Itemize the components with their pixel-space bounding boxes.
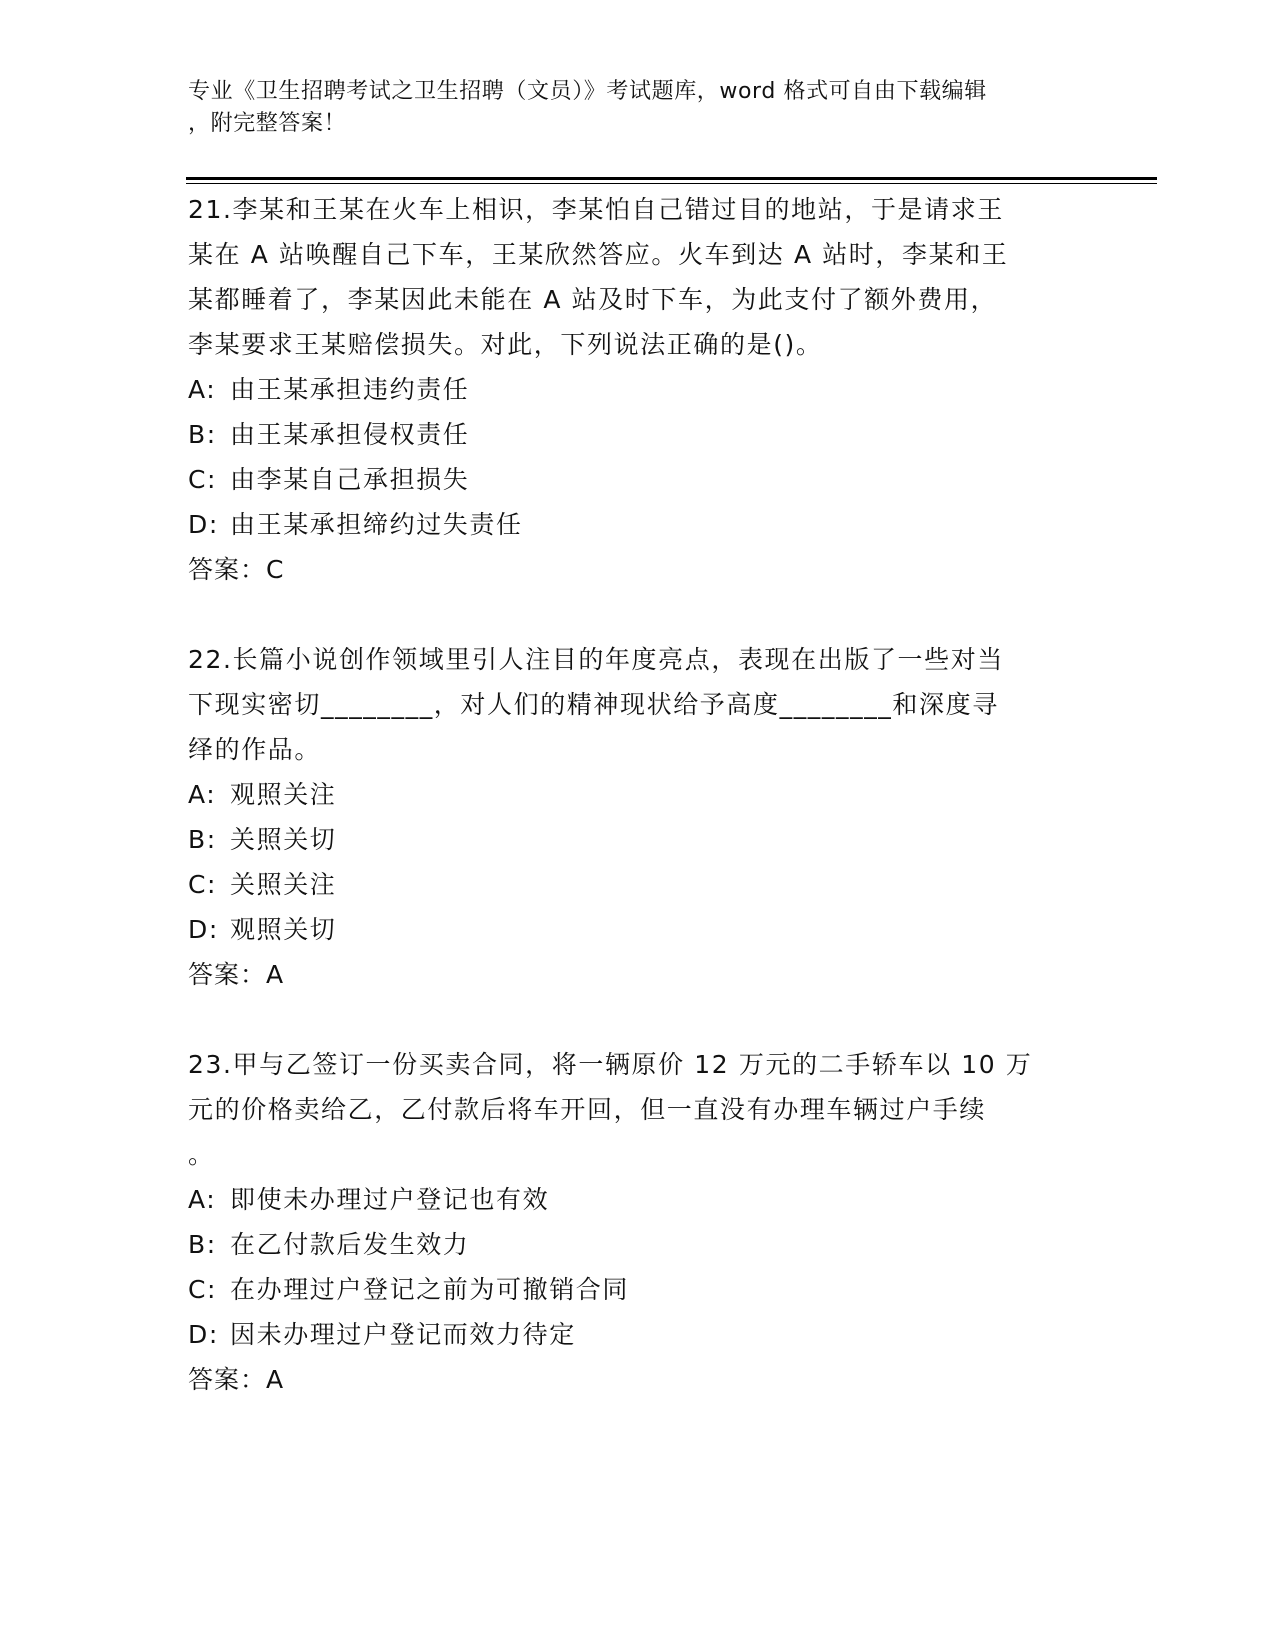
question-stem-line: 李某要求王某赔偿损失。对此，下列说法正确的是()。 [188,330,823,359]
question-stem-line: 23.甲与乙签订一份买卖合同，将一辆原价 12 万元的二手轿车以 10 万 [188,1050,1033,1079]
question-22 [188,637,1088,997]
option-c [188,457,1088,502]
option-text: 关照关注 [230,870,337,899]
option-text: 由王某承担违约责任 [230,375,470,404]
option-b [188,412,1088,457]
question-stem-line: 21.李某和王某在火车上相识，李某怕自己错过目的地站，于是请求王 [188,195,1004,224]
option-text: 在办理过户登记之前为可撤销合同 [230,1275,630,1304]
header-line-1: 专业《卫生招聘考试之卫生招聘（文员）》考试题库，word 格式可自由下载编辑 [188,79,987,104]
question-stem-line: 某在 A 站唤醒自己下车，王某欣然答应。火车到达 A 站时，李某和王 [188,240,1009,269]
question-23 [188,1042,1088,1402]
question-stem-line: 元的价格卖给乙，乙付款后将车开回，但一直没有办理车辆过户手续 [188,1095,987,1124]
option-text: 由王某承担缔约过失责任 [230,510,523,539]
option-c [188,862,1088,907]
option-c [188,1267,1088,1312]
option-text: 观照关切 [230,915,337,944]
option-key: A: [188,780,217,809]
option-key: A: [188,375,217,404]
document-header [188,76,1068,140]
option-d [188,907,1088,952]
option-key: D: [188,510,219,539]
question-21 [188,187,1088,592]
option-text: 由李某自己承担损失 [230,465,470,494]
option-b [188,817,1088,862]
option-key: B: [188,825,217,854]
option-key: C: [188,870,218,899]
option-a [188,772,1088,817]
option-text: 即使未办理过户登记也有效 [230,1185,550,1214]
question-stem-line: 22.长篇小说创作领域里引人注目的年度亮点，表现在出版了一些对当 [188,645,1004,674]
option-key: C: [188,1275,218,1304]
question-stem-line: 。 [188,1140,215,1169]
answer-line: 答案：C [188,555,285,584]
option-key: B: [188,1230,217,1259]
answer-line: 答案：A [188,1365,285,1394]
option-text: 由王某承担侵权责任 [230,420,470,449]
option-key: A: [188,1185,217,1214]
option-key: D: [188,1320,219,1349]
answer-line: 答案：A [188,960,285,989]
option-b [188,1222,1088,1267]
option-text: 观照关注 [230,780,337,809]
header-divider-thick [186,177,1157,180]
option-key: B: [188,420,217,449]
option-d [188,1312,1088,1357]
option-key: C: [188,465,218,494]
header-divider-thin [186,183,1157,184]
option-a [188,367,1088,412]
question-stem-line: 下现实密切________，对人们的精神现状给予高度________和深度寻 [188,690,999,719]
question-stem-line: 某都睡着了，李某因此未能在 A 站及时下车，为此支付了额外费用， [188,285,998,314]
option-text: 关照关切 [230,825,337,854]
option-d [188,502,1088,547]
option-text: 在乙付款后发生效力 [230,1230,470,1259]
option-text: 因未办理过户登记而效力待定 [230,1320,576,1349]
option-a [188,1177,1088,1222]
question-stem-line: 绎的作品。 [188,735,322,764]
option-key: D: [188,915,219,944]
header-line-2: ，附完整答案！ [188,111,347,136]
